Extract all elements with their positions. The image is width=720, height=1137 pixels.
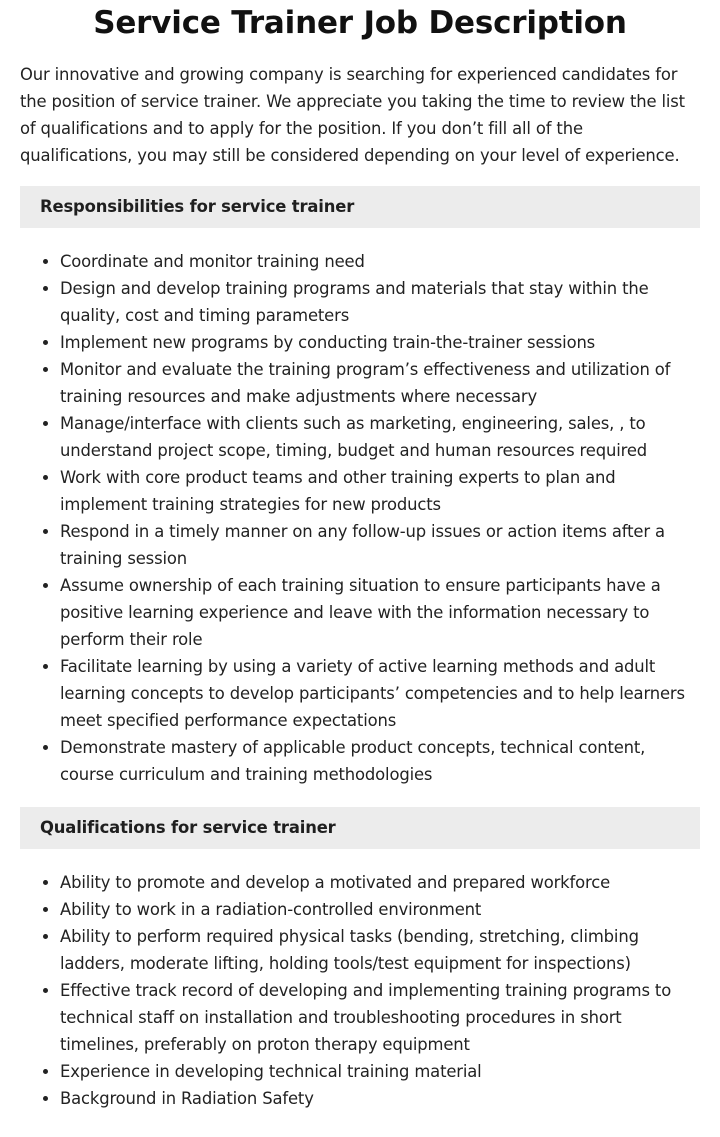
intro-paragraph: Our innovative and growing company is searching for experienced candidates for the position of service trainer. We appreciate you taking the time to review the list of qualifications and to apply for the position. If you don’t fill all of the qualifications, you may still be considered depending on your level of experience. [20,65,685,165]
list-item: Work with core product teams and other training experts to plan and implement training strategies for new products [60,464,700,518]
responsibilities-list [20,248,700,788]
list-item: Demonstrate mastery of applicable product concepts, technical content, course curriculum and training methodologies [60,734,700,788]
qualifications-heading: Qualifications for service trainer [20,807,700,849]
list-item: Assume ownership of each training situation to ensure participants have a positive learning experience and leave with the information necessary to perform their role [60,572,700,653]
list-item: Ability to work in a radiation-controlled environment [60,896,700,923]
list-item: Background in Radiation Safety [60,1085,700,1112]
list-item: Respond in a timely manner on any follow-up issues or action items after a training session [60,518,700,572]
page-title: Service Trainer Job Description [93,5,627,41]
list-item: Facilitate learning by using a variety of active learning methods and adult learning concepts to develop participants’ competencies and to help learners meet specified performance expectations [60,653,700,734]
list-item: Design and develop training programs and materials that stay within the quality, cost and timing parameters [60,275,700,329]
list-item: Coordinate and monitor training need [60,248,700,275]
responsibilities-heading: Responsibilities for service trainer [20,186,700,228]
list-item: Manage/interface with clients such as marketing, engineering, sales, , to understand project scope, timing, budget and human resources required [60,410,700,464]
list-item: Implement new programs by conducting train-the-trainer sessions [60,329,700,356]
list-item: Ability to perform required physical tasks (bending, stretching, climbing ladders, moderate lifting, holding tools/test equipment for inspections) [60,923,700,977]
qualifications-list [20,869,700,1112]
list-item: Effective track record of developing and implementing training programs to technical staff on installation and troubleshooting procedures in short timelines, preferably on proton therapy equipment [60,977,700,1058]
list-item: Ability to promote and develop a motivated and prepared workforce [60,869,700,896]
list-item: Monitor and evaluate the training program’s effectiveness and utilization of training resources and make adjustments where necessary [60,356,700,410]
list-item: Experience in developing technical training material [60,1058,700,1085]
